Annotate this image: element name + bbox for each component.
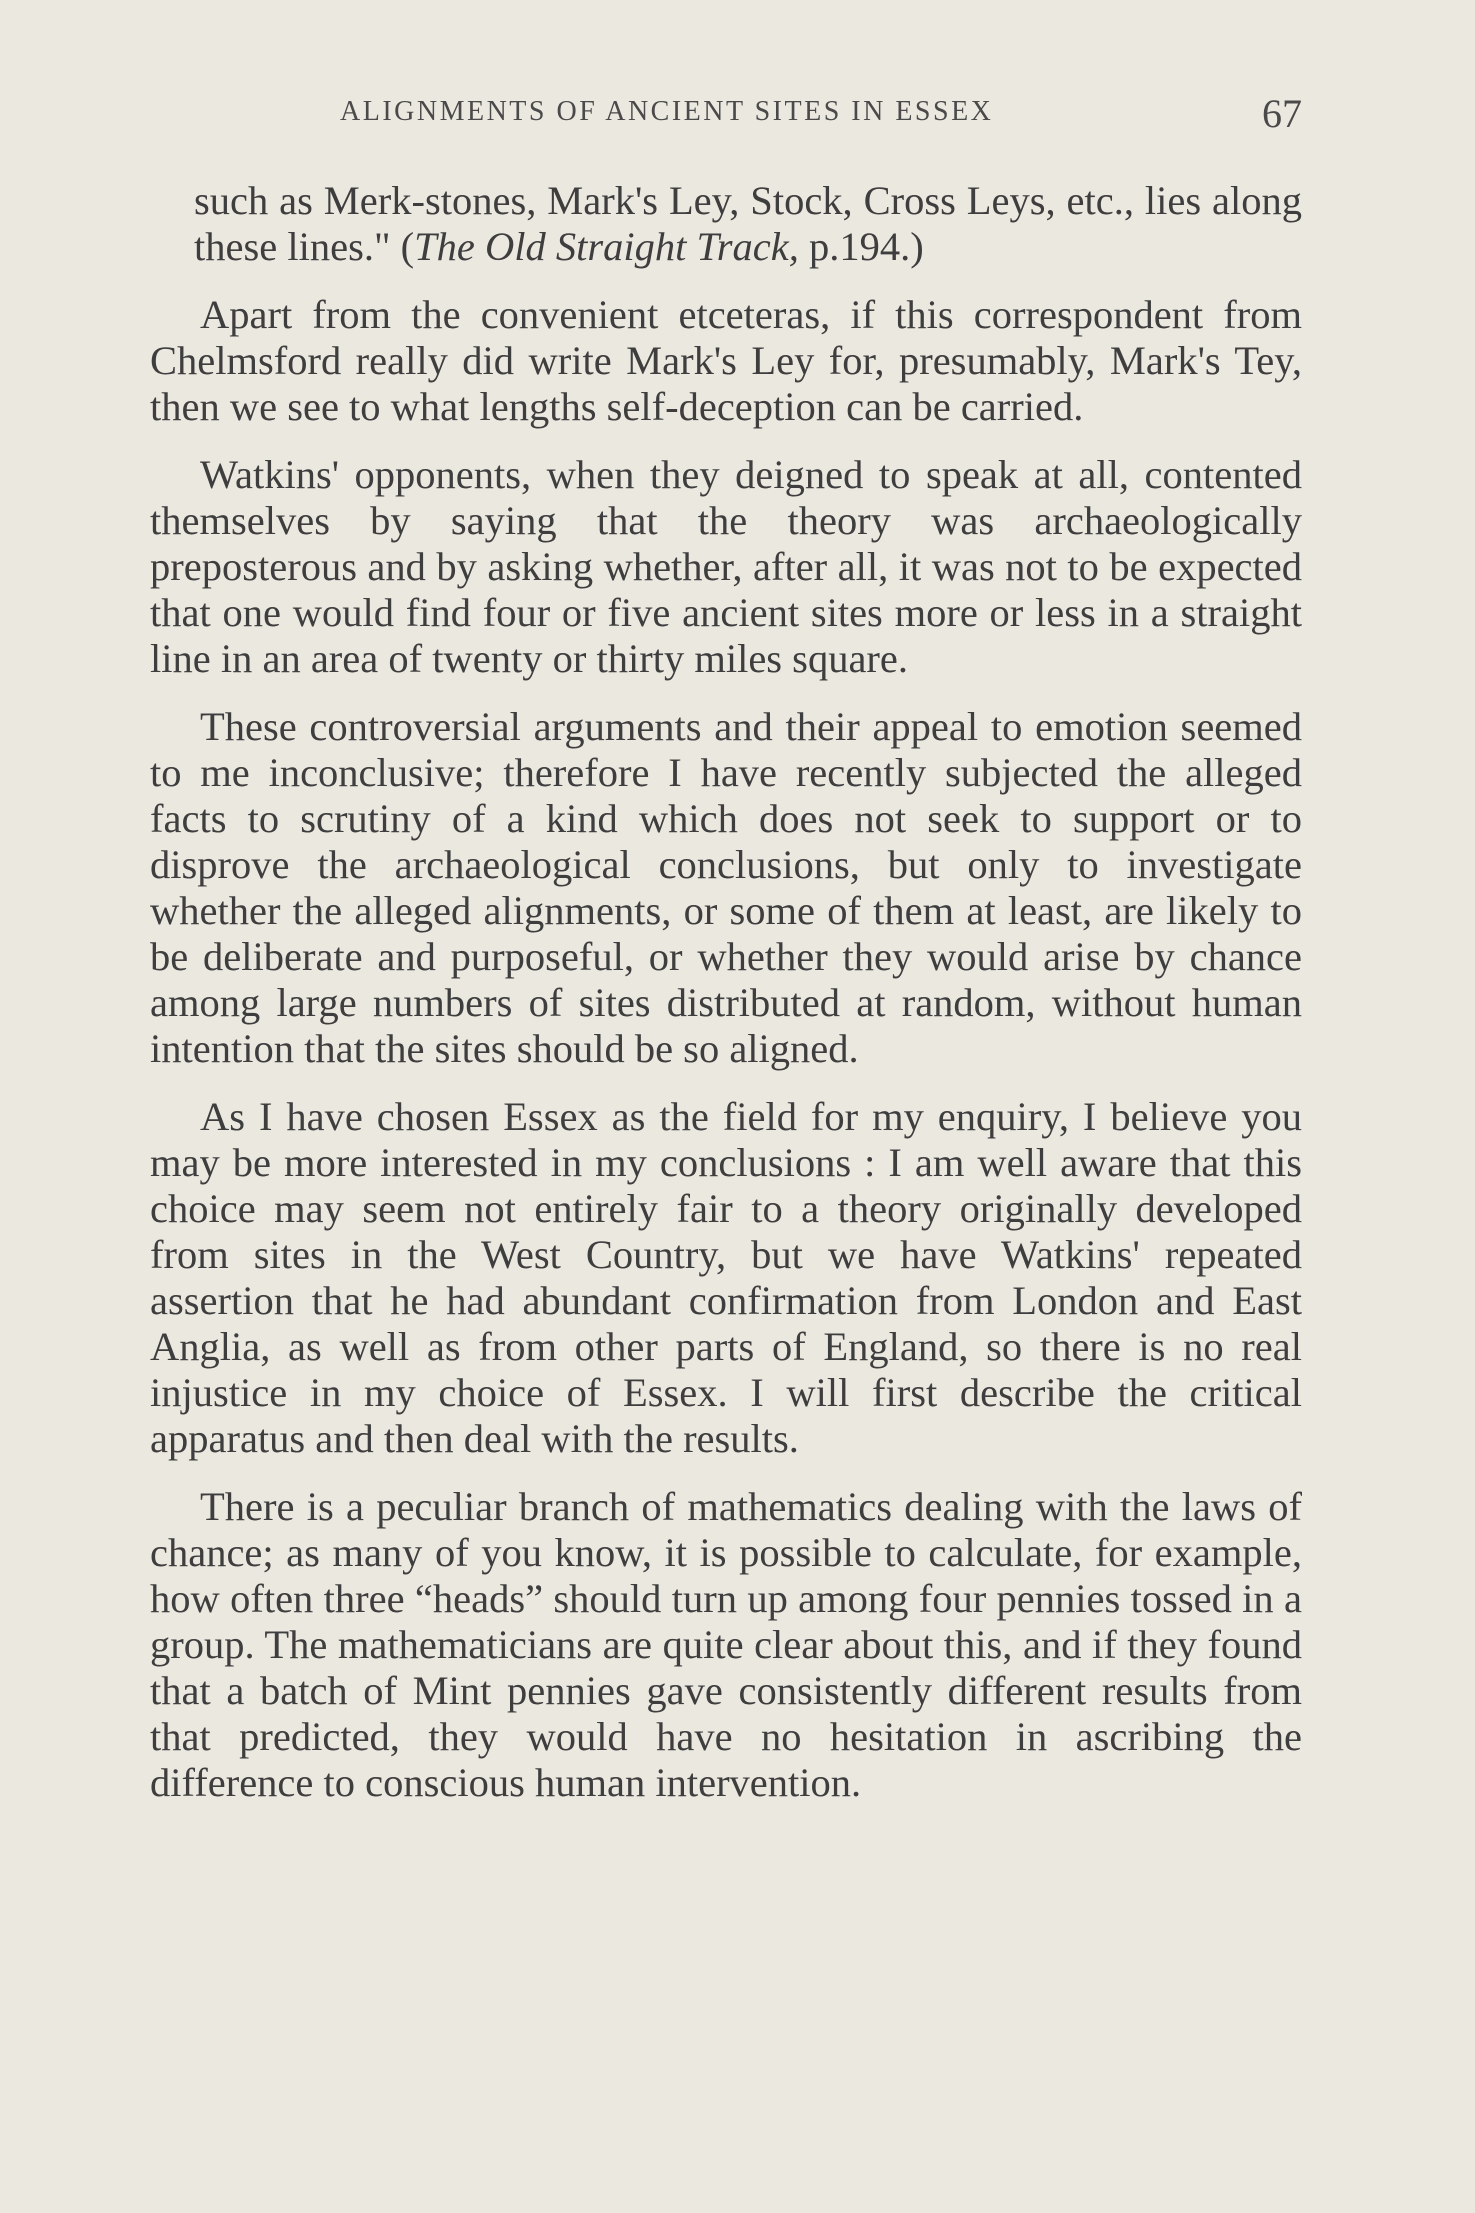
quote-text: such as Merk-stones, Mark's Ley, Stock, Cross Leys, etc., lies along these lines." ( — [194, 178, 1302, 269]
paragraph-2: Watkins' opponents, when they deigned to speak at all, contented themselves by saying that the theory was archaeologically preposterous and by asking whether, after all, it was not to be expected that one would find four or five ancient sites more or less in a straight line in an area of twenty or thirty miles square. — [150, 452, 1302, 681]
body-text — [150, 178, 1302, 1828]
quote-citation: p.194.) — [798, 224, 924, 269]
quote-continuation — [194, 178, 1302, 270]
paragraph-4: As I have chosen Essex as the field for my enquiry, I believe you may be more interested in my conclusions : I am well aware that this choice may seem not entirely fair to a theory originally developed from sites in the West Country, but we have Watkins' repeated assertion that he had abundant confirmation from London and East Anglia, as well as from other parts of England, so there is no real injustice in my choice of Essex. I will first describe the critical apparatus and then deal with the results. — [150, 1094, 1302, 1461]
page-number: 67 — [1262, 91, 1302, 136]
paragraph-3: These controversial arguments and their appeal to emotion seemed to me inconclusive; therefore I have recently subjected the alleged facts to scrutiny of a kind which does not seek to support or to disprove the archaeological conclusions, but only to investigate whether the alleged alignments, or some of them at least, are likely to be deliberate and purposeful, or whether they would arise by chance among large numbers of sites distributed at random, without human intention that the sites should be so aligned. — [150, 704, 1302, 1071]
book-title: The Old Straight Track, — [414, 224, 799, 269]
running-header — [150, 92, 1302, 142]
running-title: ALIGNMENTS OF ANCIENT SITES IN ESSEX — [340, 96, 994, 127]
paragraph-1: Apart from the convenient etceteras, if this correspondent from Chelmsford really did write Mark's Ley for, presumably, Mark's Tey, then we see to what lengths self-deception can be carried. — [150, 292, 1302, 429]
paragraph-5: There is a peculiar branch of mathematics dealing with the laws of chance; as many of you know, it is possible to calculate, for example, how often three “heads” should turn up among four pennies tossed in a group. The mathematicians are quite clear about this, and if they found that a batch of Mint pennies gave consistently different results from that predicted, they would have no hesitation in ascribing the difference to conscious human intervention. — [150, 1484, 1302, 1805]
